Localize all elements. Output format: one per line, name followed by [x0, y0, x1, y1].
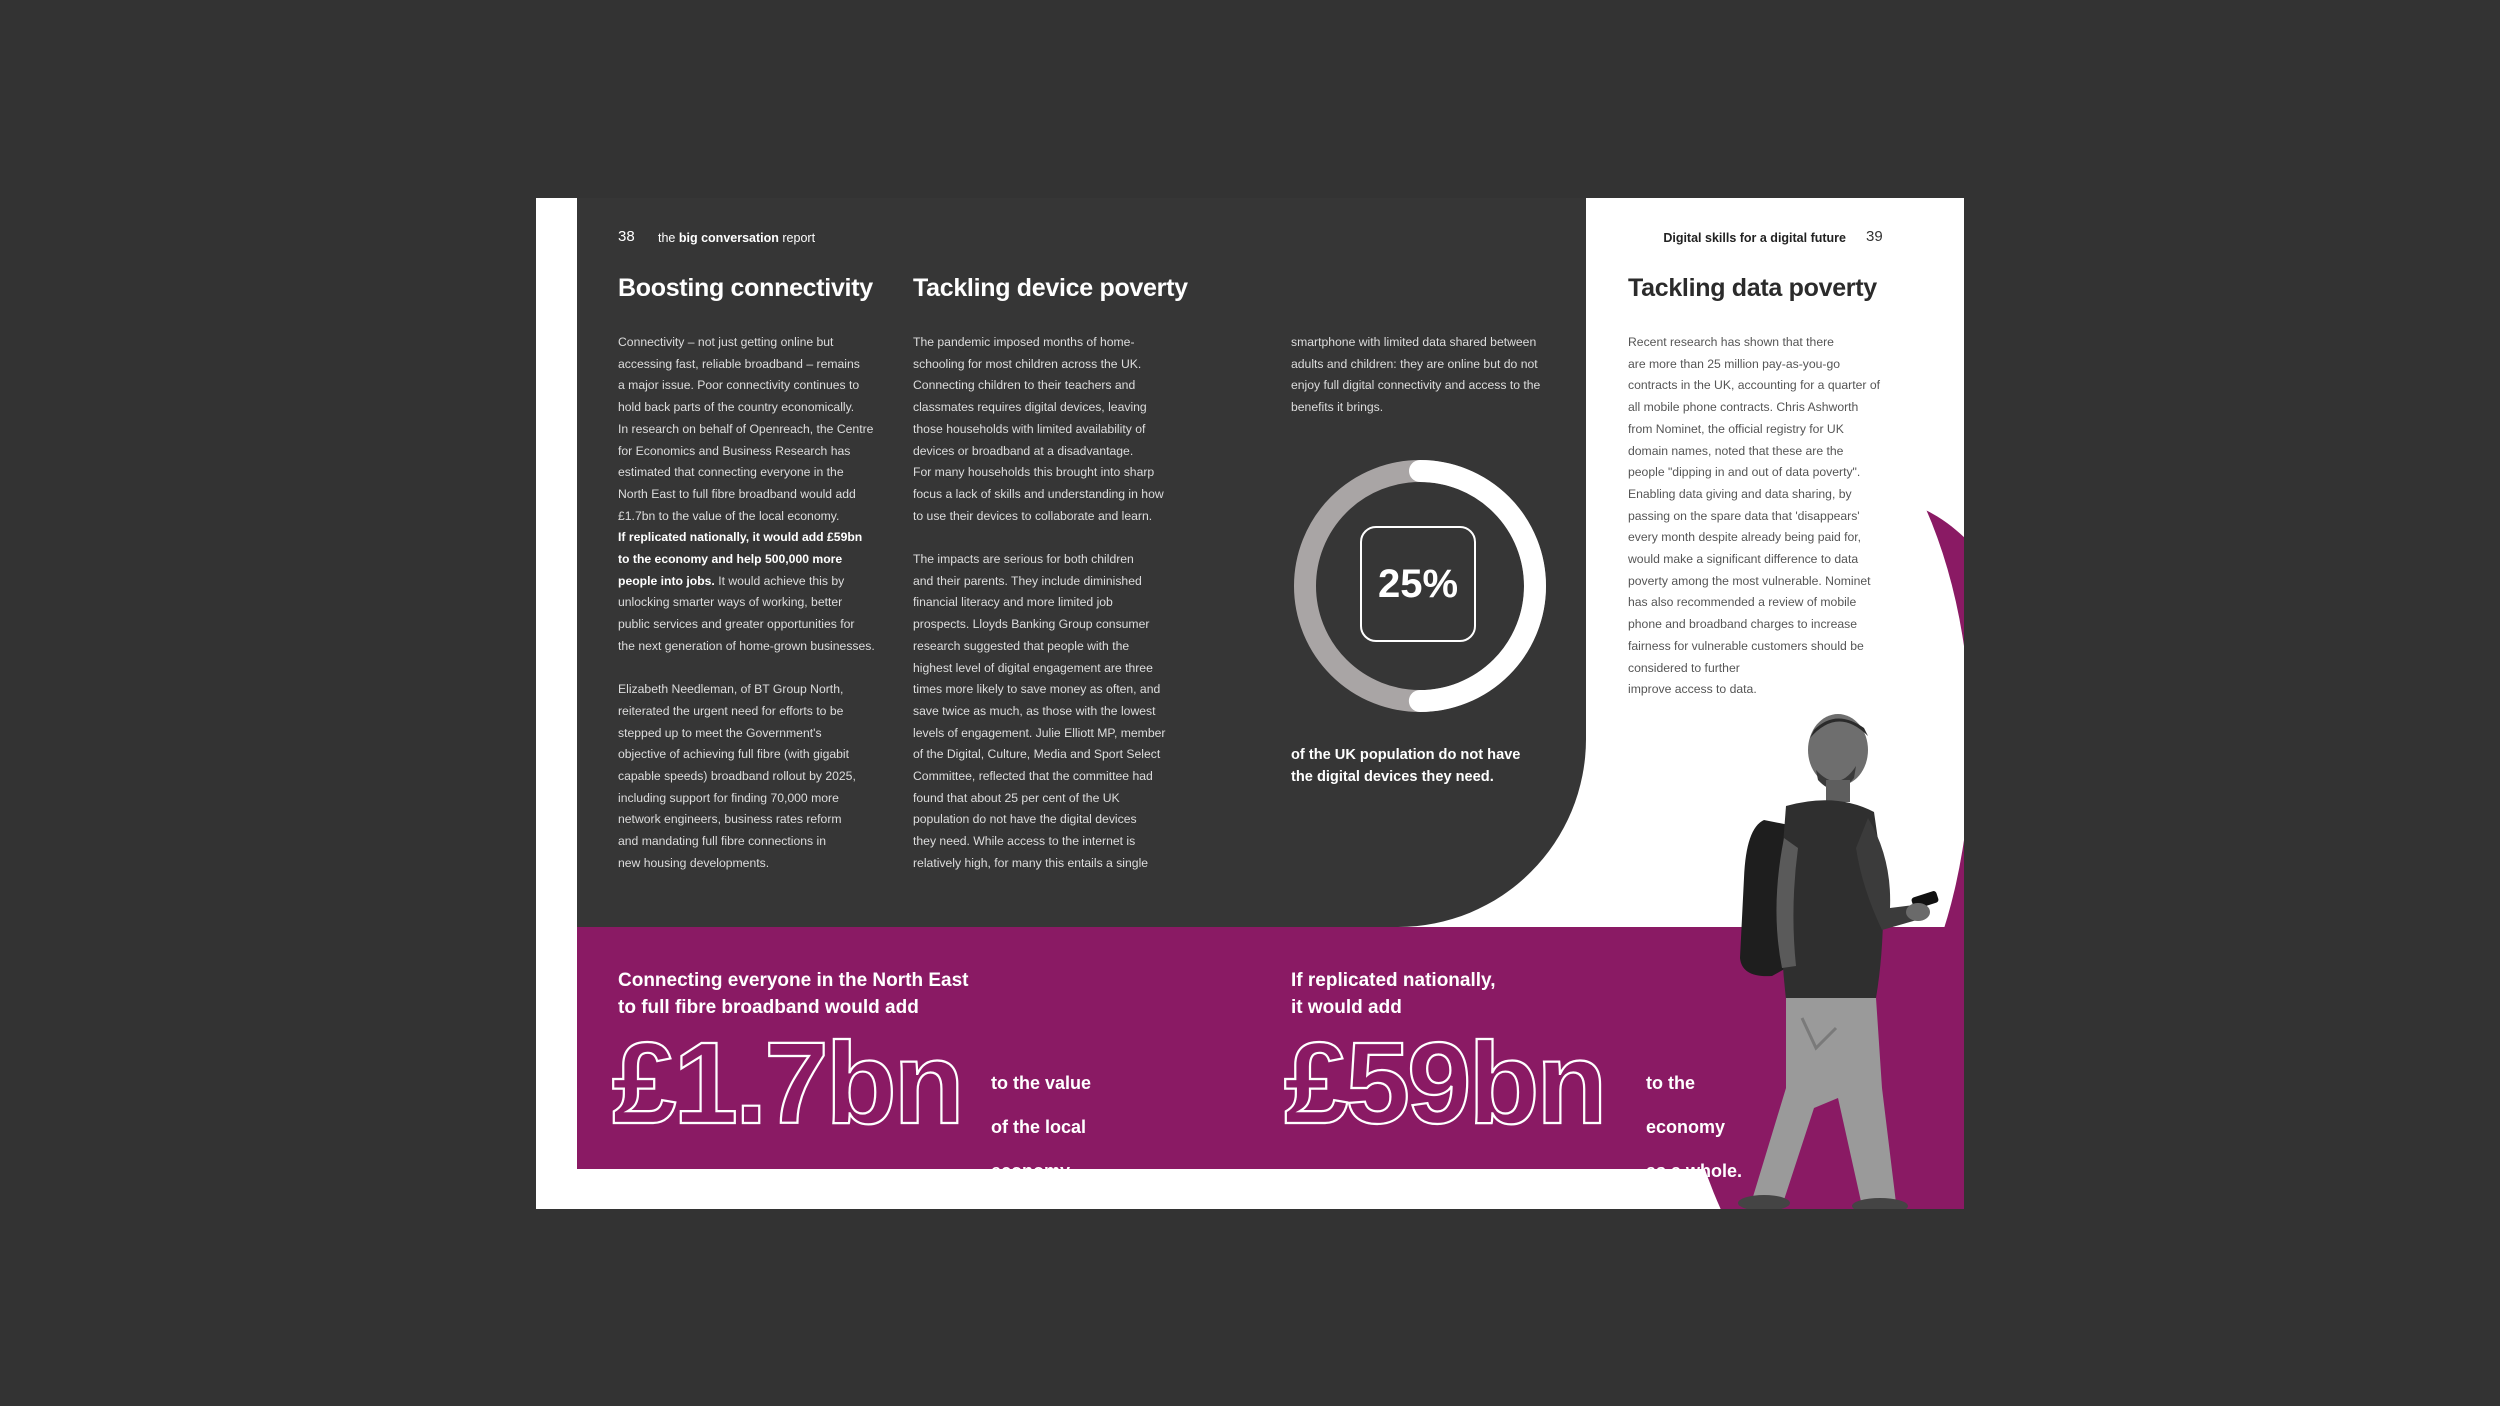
report-spread [536, 198, 1964, 1209]
col2-body [913, 332, 1193, 875]
text-line: they need. While access to the internet is [913, 834, 1136, 849]
text-line: found that about 25 per cent of the UK [913, 790, 1120, 805]
col2-para1 [913, 332, 1193, 527]
text-line: people "dipping in and out of data poverty". [1628, 465, 1861, 480]
text-line: relatively high, for many this entails a single [913, 855, 1149, 870]
text-line: Connectivity – not just getting online but [618, 335, 834, 349]
text-line: enjoy full digital connectivity and access to the [1291, 378, 1541, 393]
text-line: for Economics and Business Research has [618, 443, 851, 458]
text-line: Enabling data giving and data sharing, by [1628, 486, 1852, 501]
text-line: hold back parts of the country economically. [618, 400, 855, 415]
banner-right-lead-line1: If replicated nationally, [1291, 970, 1496, 991]
col2-para2 [913, 549, 1193, 875]
right-page-number: 39 [1866, 228, 1883, 245]
text-line: financial literacy and more limited job [913, 595, 1113, 610]
text-line: population do not have the digital devices [913, 812, 1137, 827]
col4-body [1628, 332, 1898, 701]
text-line: smartphone with limited data shared between [1291, 335, 1537, 349]
heading-tackling-data-poverty: Tackling data poverty [1628, 274, 1877, 302]
text-line: save twice as much, as those with the lowest [913, 703, 1156, 718]
text-line: to the value [991, 1073, 1092, 1093]
heading-boosting-connectivity: Boosting connectivity [618, 274, 873, 302]
text-line: unlocking smarter ways of working, better [618, 595, 843, 610]
text-line: to the [1646, 1073, 1695, 1093]
text-line: The impacts are serious for both children [913, 552, 1134, 567]
text-line: classmates requires digital devices, leaving [913, 400, 1147, 415]
banner-left-note [991, 1052, 1091, 1202]
right-running-head: Digital skills for a digital future [1663, 231, 1846, 245]
walking-man-photo [1686, 708, 1946, 1209]
col4-para1 [1628, 332, 1898, 701]
left-running-head: the big conversation report [658, 231, 816, 245]
col1-bold-line2: to the economy and help 500,000 more [618, 552, 843, 567]
text-line: phone and broadband charges to increase [1628, 617, 1858, 632]
stat-caption-line2: the digital devices they need. [1291, 769, 1494, 785]
text-line: economy. [991, 1161, 1074, 1181]
text-line: every month despite already being paid for, [1628, 530, 1862, 545]
heading-tackling-device-poverty: Tackling device poverty [913, 274, 1188, 302]
left-page-number: 38 [618, 228, 635, 245]
text-line: In research on behalf of Openreach, the Centre [618, 421, 874, 436]
col1-para1 [618, 332, 888, 527]
text-line: devices or broadband at a disadvantage. [913, 443, 1134, 458]
text-line: would make a significant difference to data [1628, 552, 1859, 567]
stat-25-percent: 25% [1360, 526, 1476, 642]
text-line: all mobile phone contracts. Chris Ashworth [1628, 400, 1859, 415]
text-line: public services and greater opportunities for [618, 617, 855, 632]
text-line: considered to further [1628, 660, 1740, 675]
col3-body [1291, 332, 1566, 419]
text-line: focus a lack of skills and understanding in how [913, 486, 1164, 501]
text-line: levels of engagement. Julie Elliott MP, member [913, 725, 1166, 740]
text-line: and mandating full fibre connections in [618, 834, 826, 849]
text-line: objective of achieving full fibre (with gigabit [618, 747, 850, 762]
text-line: schooling for most children across the UK. [913, 356, 1142, 371]
text-line: research suggested that people with the [913, 638, 1130, 653]
text-line: passing on the spare data that 'disappears' [1628, 508, 1860, 523]
col1-bold-line1: If replicated nationally, it would add £59bn [618, 530, 863, 545]
text-line: £1.7bn to the value of the local economy. [618, 508, 840, 523]
text-line: has also recommended a review of mobile [1628, 595, 1857, 610]
text-line: network engineers, business rates reform [618, 812, 842, 827]
text-line: estimated that connecting everyone in the [618, 465, 844, 480]
text-line: poverty among the most vulnerable. Nominet [1628, 573, 1871, 588]
col1-para1-end [618, 592, 888, 657]
text-line: Committee, reflected that the committee had [913, 769, 1153, 784]
figure-1-7bn: £1.7bn [612, 1018, 962, 1148]
text-line: accessing fast, reliable broadband – remains [618, 356, 860, 371]
banner-right-lead-line2: it would add [1291, 997, 1402, 1018]
text-line: Connecting children to their teachers and [913, 378, 1136, 393]
text-line: and their parents. They include diminished [913, 573, 1142, 588]
stat-caption [1291, 744, 1531, 788]
text-line: stepped up to meet the Government's [618, 725, 822, 740]
banner-left-lead-line1: Connecting everyone in the North East [618, 970, 969, 991]
text-line: contracts in the UK, accounting for a quarter of [1628, 378, 1881, 393]
text-line: Elizabeth Needleman, of BT Group North, [618, 682, 844, 697]
text-line: capable speeds) broadband rollout by 2025, [618, 769, 856, 784]
banner-left-lead-line2: to full fibre broadband would add [618, 997, 919, 1018]
text-line: of the local [991, 1117, 1087, 1137]
col1-body [618, 332, 888, 875]
col1-line3-rest: It would achieve this by [714, 573, 845, 588]
text-line: reiterated the urgent need for efforts to be [618, 703, 844, 718]
text-line: highest level of digital engagement are three [913, 660, 1153, 675]
text-line: times more likely to save money as often, and [913, 682, 1161, 697]
col1-para2 [618, 679, 888, 874]
text-line: prospects. Lloyds Banking Group consumer [913, 617, 1150, 632]
text-line: adults and children: they are online but do not [1291, 356, 1538, 371]
stat-caption-line1: of the UK population do not have [1291, 747, 1521, 763]
text-line: of the Digital, Culture, Media and Sport Select [913, 747, 1161, 762]
text-line: benefits it brings. [1291, 400, 1384, 415]
figure-59bn: £59bn [1284, 1018, 1605, 1148]
text-line: fairness for vulnerable customers should be [1628, 638, 1864, 653]
text-line: as a whole. [1646, 1161, 1743, 1181]
text-line: For many households this brought into sharp [913, 465, 1155, 480]
text-line: Recent research has shown that there [1628, 335, 1834, 349]
text-line: improve access to data. [1628, 682, 1757, 697]
text-line: new housing developments. [618, 855, 770, 870]
text-line: from Nominet, the official registry for UK [1628, 421, 1844, 436]
text-line: to use their devices to collaborate and learn. [913, 508, 1153, 523]
text-line: North East to full fibre broadband would add [618, 486, 856, 501]
col1-bold-line3: people into jobs. [618, 573, 715, 588]
text-line: The pandemic imposed months of home- [913, 335, 1135, 349]
text-line: including support for finding 70,000 more [618, 790, 839, 805]
text-line: domain names, noted that these are the [1628, 443, 1844, 458]
text-line: the next generation of home-grown businesses. [618, 638, 875, 653]
text-line: economy [1646, 1117, 1726, 1137]
text-line: a major issue. Poor connectivity continues to [618, 378, 860, 393]
text-line: those households with limited availability of [913, 421, 1146, 436]
col3-para1 [1291, 332, 1566, 419]
text-line: are more than 25 million pay-as-you-go [1628, 356, 1841, 371]
